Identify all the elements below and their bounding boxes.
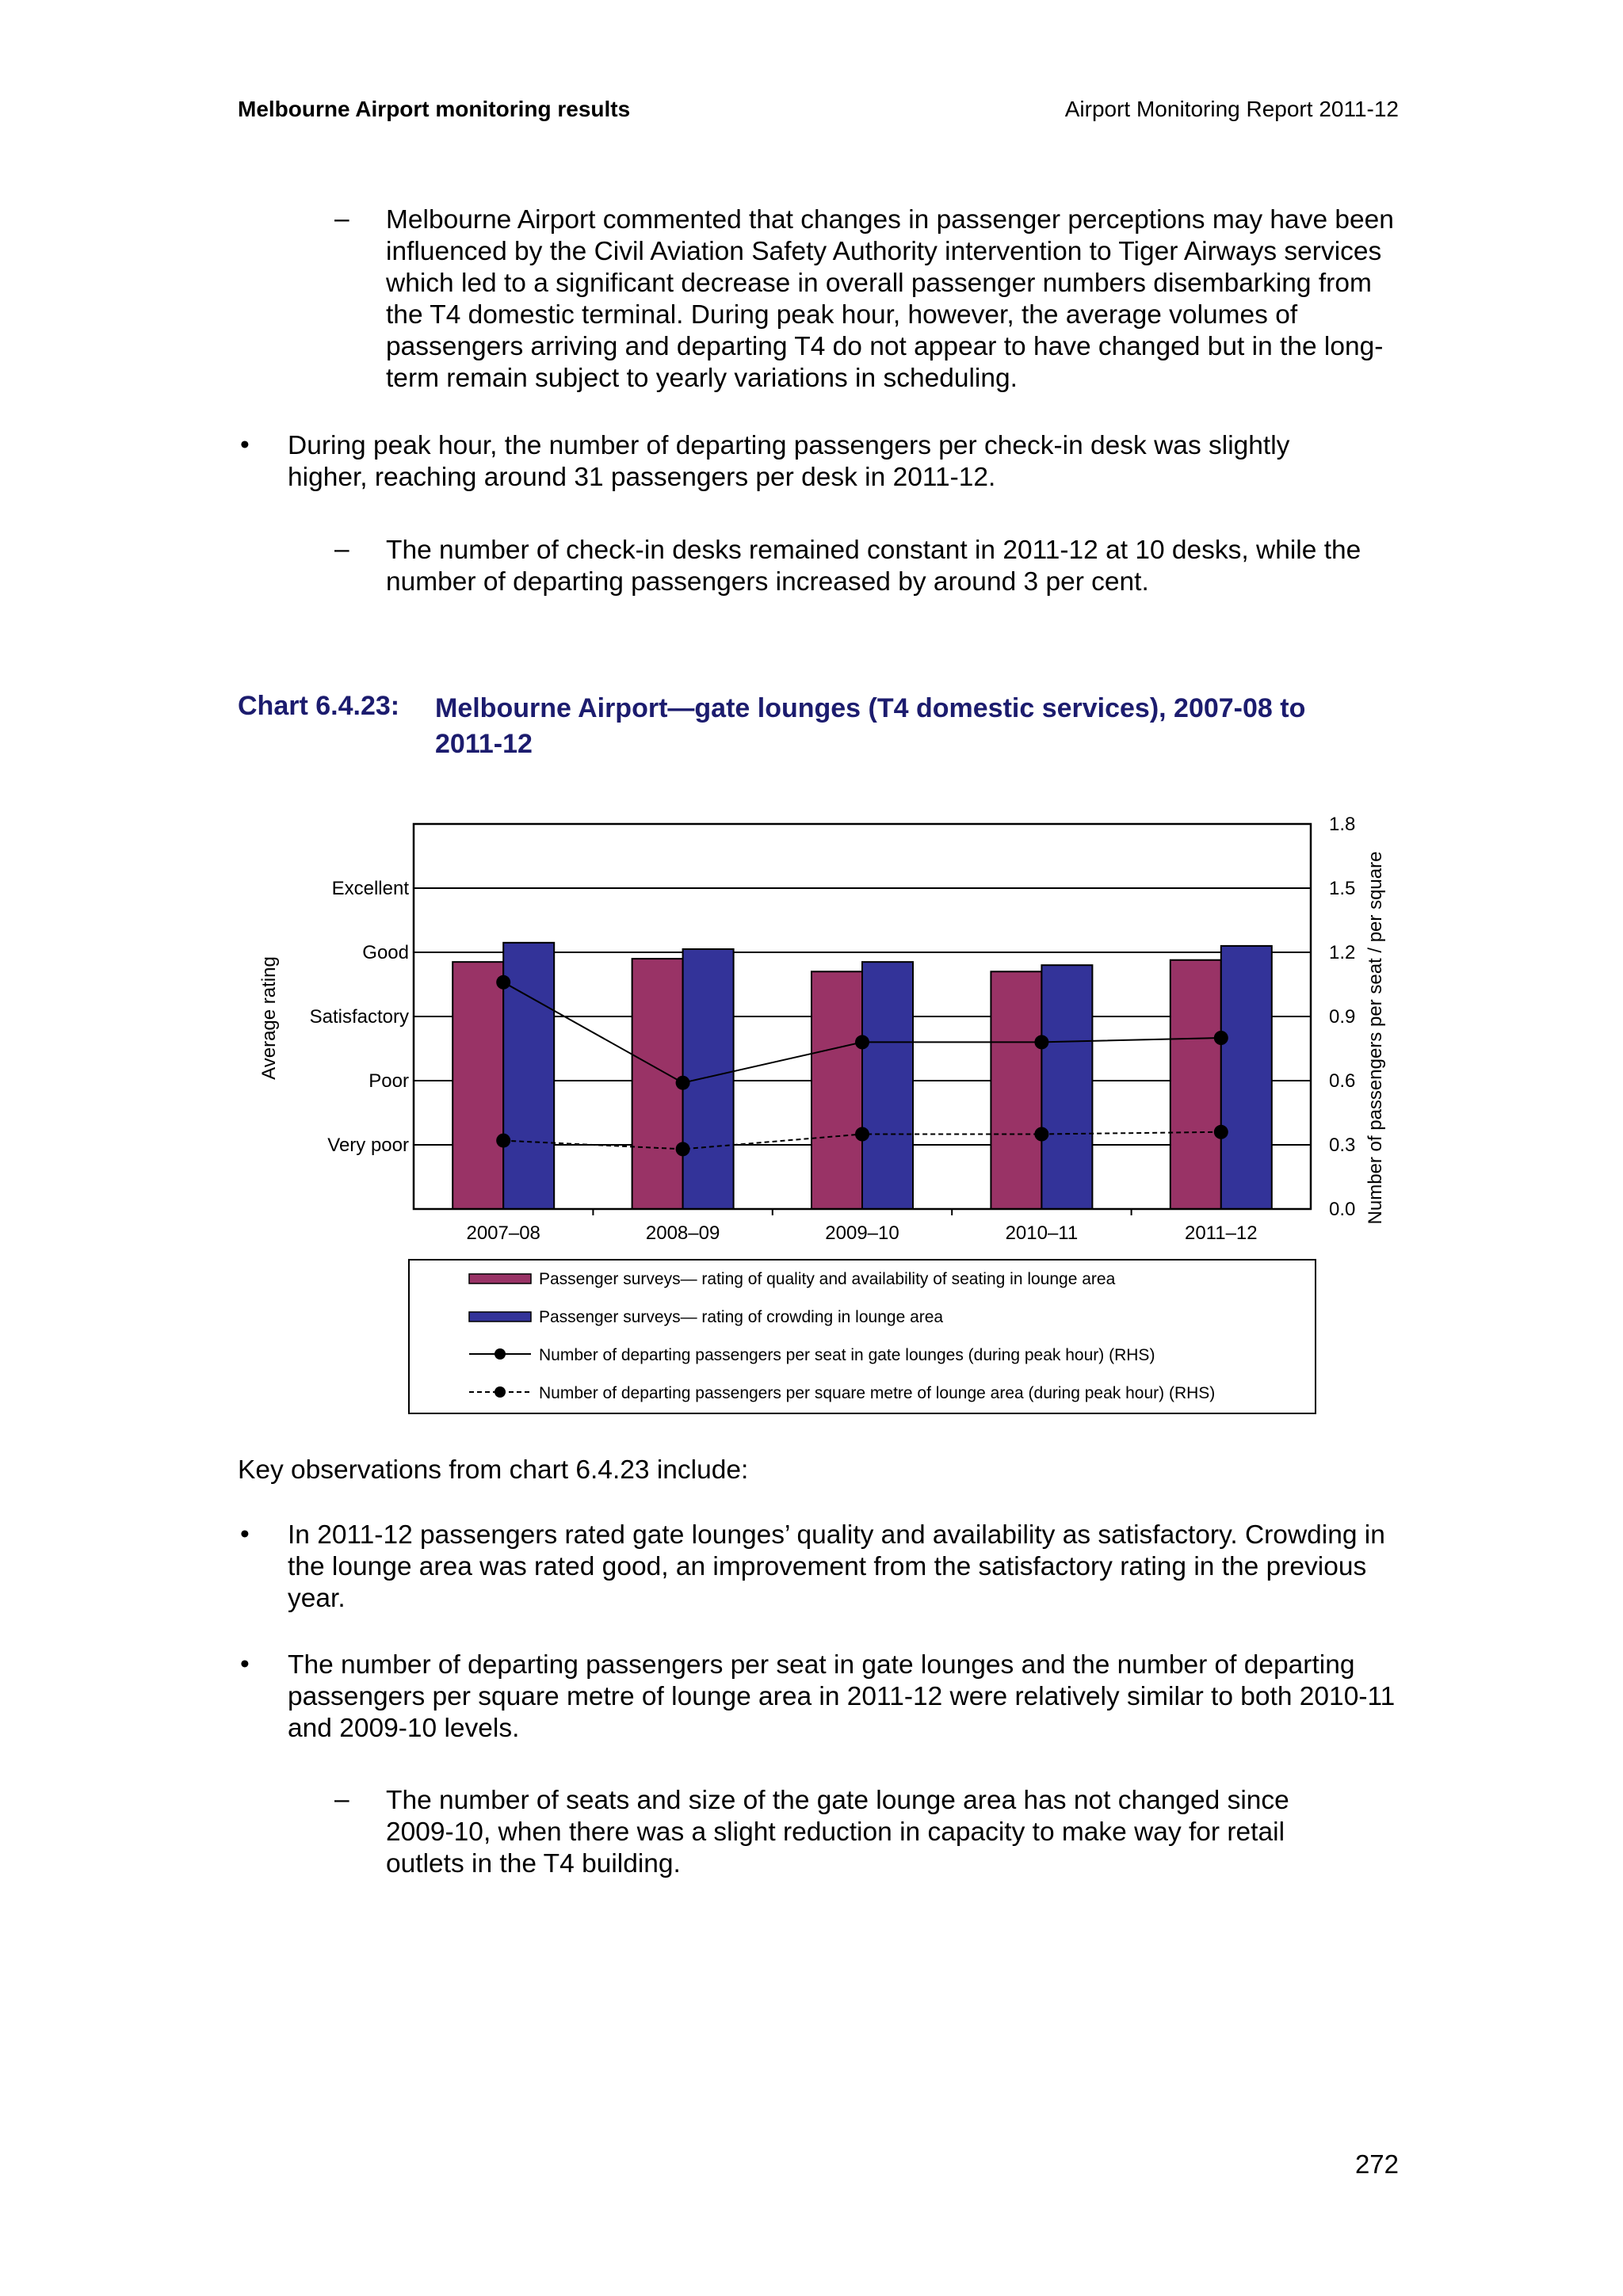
left-axis-label: Average rating — [258, 956, 280, 1080]
legend-label-seating: Passenger surveys— rating of quality and availability of seating in lounge area — [539, 1270, 1116, 1288]
x-tick-label: 2008–09 — [645, 1222, 720, 1244]
right-axis-label: Number of passengers per seat / per square — [1365, 851, 1386, 1225]
x-tick-label: 2007–08 — [466, 1222, 540, 1244]
left-tick-label: Satisfactory — [309, 1006, 409, 1028]
dash-marker: – — [334, 204, 349, 234]
legend-marker-per-seat — [495, 1348, 506, 1360]
bullet-marker: • — [240, 1650, 250, 1679]
observations-intro: Key observations from chart 6.4.23 include: — [238, 1455, 749, 1485]
left-tick-label: Excellent — [331, 878, 409, 899]
paragraph-dash-3: The number of seats and size of the gate lounge area has not changed since 2009-10, when there was a slight reduction in capacity to make way for retail outlets in the T4 building. — [386, 1786, 1289, 1878]
bar-crowding — [862, 962, 913, 1209]
paragraph-bullet-2: In 2011-12 passengers rated gate lounges’ quality and availability as satisfactory. Crowding in the lounge area was rated good, an improvement from the satisfactory rating in the previous year. — [288, 1520, 1385, 1613]
point-per-sqm — [1034, 1127, 1048, 1142]
point-per-seat — [496, 975, 510, 990]
header-section-title: Melbourne Airport monitoring results — [238, 97, 631, 121]
point-per-seat — [676, 1076, 690, 1090]
point-per-seat — [855, 1035, 869, 1049]
point-per-sqm — [1214, 1125, 1228, 1139]
paragraph-dash-2: The number of check-in desks remained constant in 2011-12 at 10 desks, while the number of departing passengers increased by around 3 per cent. — [386, 536, 1361, 597]
left-tick-label: Poor — [369, 1070, 409, 1092]
legend-label-per-seat: Number of departing passengers per seat in gate lounges (during peak hour) (RHS) — [539, 1346, 1155, 1364]
bar-seating — [991, 971, 1041, 1209]
chart-title: Melbourne Airport—gate lounges (T4 domestic services), 2007-08 to 2011-12 — [435, 693, 1306, 759]
paragraph-bullet-3: The number of departing passengers per seat in gate lounges and the number of departing passengers per square metre of lounge area in 2011-12 were relatively similar to both 2010-11 and 2009-10 levels. — [288, 1650, 1396, 1743]
bullet-marker: • — [240, 430, 250, 460]
paragraph-dash-1: Melbourne Airport commented that changes in passenger perceptions may have been influenced by the Civil Aviation Safety Authority intervention to Tiger Airways services which led to a significant decrease in overall passenger numbers disembarking from the T4 domestic terminal. During peak hour, however, the average volumes of passengers arriving and departing T4 do not appear to have changed but in the long-term remain subject to yearly variations in scheduling. — [386, 205, 1394, 393]
right-tick-label: 0.9 — [1329, 1006, 1356, 1028]
right-tick-label: 1.5 — [1329, 878, 1356, 899]
bar-seating — [1170, 960, 1221, 1209]
chart-right-axis-ticks — [1329, 814, 1355, 1220]
bar-seating — [632, 959, 683, 1209]
point-per-seat — [1034, 1035, 1048, 1049]
bar-crowding — [683, 949, 734, 1209]
legend-label-per-sqm: Number of departing passengers per square metre of lounge area (during peak hour) (RHS) — [539, 1384, 1216, 1402]
chart-label: Chart 6.4.23: — [238, 691, 400, 721]
right-tick-label: 1.8 — [1329, 814, 1356, 835]
chart-bars — [453, 943, 1272, 1209]
bullet-marker: • — [240, 1520, 250, 1549]
paragraph-bullet-1: During peak hour, the number of departing passengers per check-in desk was slightly higher, reaching around 31 passengers per desk in 2011-12. — [288, 431, 1290, 492]
x-tick-label: 2011–12 — [1184, 1222, 1258, 1244]
bar-crowding — [1221, 946, 1272, 1209]
chart-left-axis-ticks — [310, 878, 410, 1156]
chart-x-ticks — [466, 1209, 1257, 1244]
header-report-title: Airport Monitoring Report 2011-12 — [1064, 97, 1399, 121]
x-tick-label: 2009–10 — [825, 1222, 899, 1244]
bar-seating — [812, 971, 862, 1209]
point-per-sqm — [676, 1142, 690, 1156]
point-per-sqm — [855, 1127, 869, 1142]
right-tick-label: 0.0 — [1329, 1199, 1356, 1220]
legend-swatch-crowding — [469, 1312, 531, 1322]
legend-swatch-seating — [469, 1274, 531, 1283]
point-per-sqm — [496, 1134, 510, 1148]
dash-marker: – — [334, 1785, 349, 1814]
right-tick-label: 0.6 — [1329, 1070, 1356, 1092]
legend-marker-per-sqm — [495, 1386, 506, 1398]
page-number: 272 — [1354, 2149, 1399, 2179]
right-tick-label: 1.2 — [1329, 942, 1356, 963]
left-tick-label: Very poor — [327, 1135, 409, 1156]
x-tick-label: 2010–11 — [1005, 1222, 1079, 1244]
point-per-seat — [1214, 1031, 1228, 1045]
left-tick-label: Good — [362, 942, 409, 963]
right-tick-label: 0.3 — [1329, 1135, 1356, 1156]
bar-seating — [453, 962, 503, 1209]
legend-label-crowding: Passenger surveys— rating of crowding in lounge area — [539, 1308, 944, 1326]
bar-crowding — [503, 943, 554, 1209]
dash-marker: – — [334, 535, 349, 564]
bar-crowding — [1041, 965, 1092, 1209]
